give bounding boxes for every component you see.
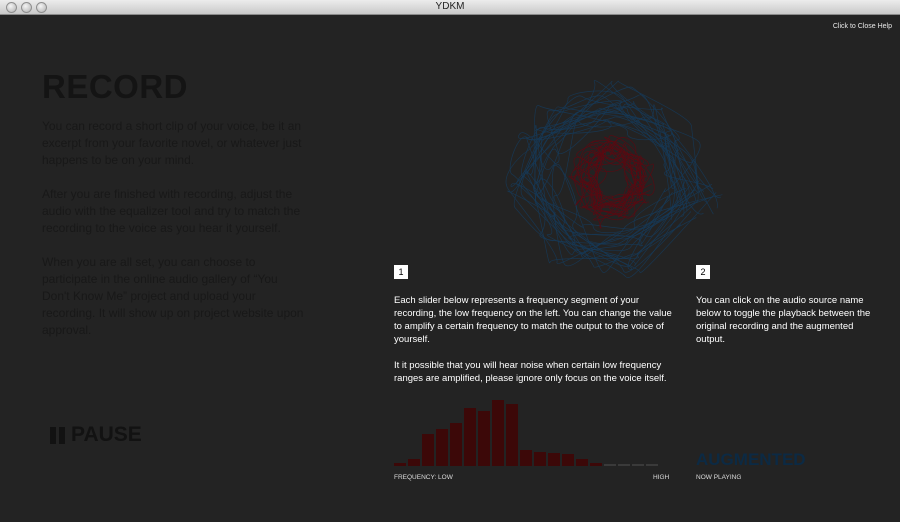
eq-slider-14[interactable] [576, 459, 588, 466]
pause-button[interactable] [50, 423, 142, 447]
eq-slider-16[interactable] [604, 464, 616, 466]
window-title: YDKM [435, 1, 465, 12]
eq-slider-15[interactable] [590, 463, 602, 466]
audio-visualizer [500, 51, 740, 281]
eq-slider-6[interactable] [464, 408, 476, 466]
record-paragraph-2: After you are finished with recording, adjust the audio with the equalizer tool and try to match the recording to the voice as you hear it yourself. [42, 187, 301, 235]
equalizer [394, 394, 674, 466]
step-1-badge: 1 [394, 265, 408, 279]
eq-slider-11[interactable] [534, 452, 546, 466]
eq-slider-8[interactable] [492, 400, 504, 466]
eq-slider-7[interactable] [478, 411, 490, 466]
step-1-paragraph-2: It it possible that you will hear noise when certain low frequency ranges are amplified, please ignore only focus on the voice itself. [394, 360, 667, 384]
record-paragraph-1: You can record a short clip of your voice, be it an excerpt from your favorite novel, or whatever just happens to be on your mind. [42, 119, 302, 167]
record-heading: RECORD [42, 68, 189, 105]
eq-slider-9[interactable] [506, 404, 518, 466]
eq-slider-5[interactable] [450, 423, 462, 466]
app-content [0, 16, 900, 522]
eq-slider-12[interactable] [548, 453, 560, 466]
record-paragraph-3: When you are all set, you can choose to participate in the online audio gallery of “You Don't Know Me” project and upload your recording. It will show up on project website upon approval. [42, 255, 304, 337]
frequency-high-label: HIGH [653, 474, 670, 481]
eq-slider-13[interactable] [562, 454, 574, 466]
record-description [42, 118, 304, 356]
close-help-link[interactable]: Click to Close Help [832, 23, 892, 30]
eq-slider-17[interactable] [618, 464, 630, 466]
eq-slider-18[interactable] [632, 464, 644, 466]
step-1-paragraph-1: Each slider below represents a frequency segment of your recording, the low frequency on the left. You can change the value to amplify a certain frequency to match the output to the voice of yourself. [394, 295, 672, 345]
audio-source-toggle[interactable]: AUGMENTED [696, 450, 806, 469]
playback-status: NOW PLAYING [696, 474, 742, 481]
frequency-low-label: FREQUENCY: LOW [394, 474, 453, 481]
step-1-instructions [394, 294, 679, 398]
eq-slider-1[interactable] [394, 463, 406, 466]
eq-slider-10[interactable] [520, 450, 532, 466]
step-2-badge: 2 [696, 265, 710, 279]
pause-icon [50, 427, 65, 444]
eq-slider-19[interactable] [646, 464, 658, 466]
step-2-instructions: You can click on the audio source name below to toggle the playback between the original recording and the augmented output. [696, 295, 871, 345]
pause-label: PAUSE [71, 423, 142, 446]
eq-slider-2[interactable] [408, 459, 420, 466]
eq-slider-4[interactable] [436, 429, 448, 466]
eq-slider-3[interactable] [422, 434, 434, 466]
window-titlebar[interactable] [0, 0, 900, 15]
